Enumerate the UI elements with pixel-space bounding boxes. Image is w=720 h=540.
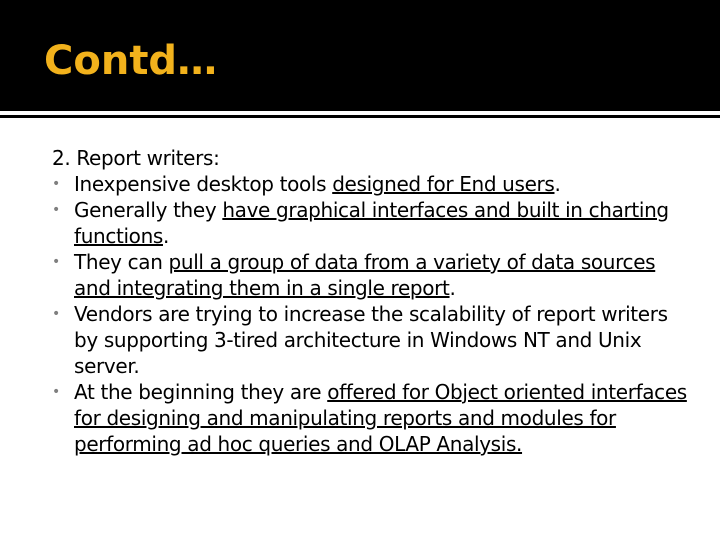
bullet-item (52, 249, 692, 301)
bullet-text: Generally they (74, 198, 223, 222)
bullet-text: They can (74, 250, 169, 274)
title-divider (0, 115, 720, 118)
bullet-icon: • (52, 254, 60, 270)
bullet-text: At the beginning they are (74, 380, 328, 404)
bullet-icon: • (52, 202, 60, 218)
bullet-text: Inexpensive desktop tools (74, 172, 333, 196)
bullet-text-end: . (162, 224, 169, 248)
bullet-item (52, 301, 692, 379)
title-bar (0, 0, 720, 111)
underlined-text: have graphical interfaces and built in charting functions (74, 198, 669, 248)
underlined-text: designed for End users (332, 172, 555, 196)
section-heading: 2. Report writers: (52, 146, 220, 170)
bullet-item (52, 171, 692, 197)
slide-body (52, 145, 692, 457)
underlined-text: pull a group of data from a variety of data sources and integrating them in a single report (74, 250, 656, 300)
bullet-icon: • (52, 176, 60, 192)
bullet-text-end: . (449, 276, 456, 300)
bullet-list (52, 171, 692, 457)
bullet-icon: • (52, 384, 60, 400)
bullet-icon: • (52, 306, 60, 322)
slide-title: Contd… (44, 38, 218, 84)
bullet-item (52, 379, 692, 457)
bullet-text-end: . (554, 172, 561, 196)
underlined-text: offered for Object oriented interfaces for designing and manipulating reports and modules for performing ad hoc queries and OLAP Analysis. (74, 380, 687, 456)
bullet-text: Vendors are trying to increase the scalability of report writers by supporting 3-tired architecture in Windows NT and Unix server. (74, 302, 668, 378)
bullet-item (52, 197, 692, 249)
